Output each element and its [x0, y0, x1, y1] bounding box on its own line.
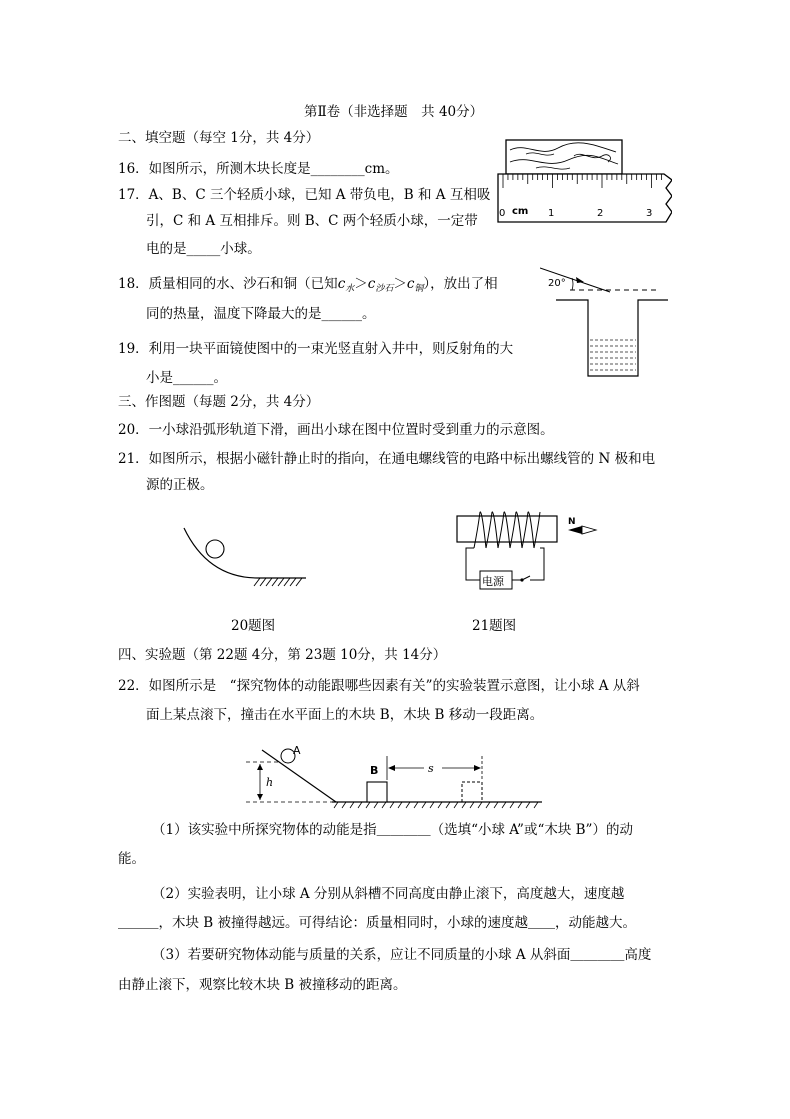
fig21-caption: 21题图 — [472, 618, 517, 634]
fig20-arc-track — [178, 522, 318, 592]
ruler — [498, 174, 672, 222]
question-18-line2: 同的热量，温度下降最大的是______。 — [146, 306, 376, 322]
part3-line2: 由静止滚下，观察比较木块 B 被撞移动的距离。 — [118, 977, 407, 993]
label-b: B — [370, 764, 379, 777]
well-water — [590, 340, 636, 370]
wire-right — [530, 548, 544, 580]
question-21-line2: 源的正极。 — [146, 477, 214, 493]
power-label: 电源 — [482, 575, 504, 588]
ray-arrowhead — [576, 277, 584, 283]
compass-needle — [568, 526, 596, 534]
angle-label: 20° — [548, 278, 566, 289]
fig22-ramp-experiment — [246, 744, 546, 810]
well — [556, 300, 668, 376]
part2-line1: （2）实验表明，让小球 A 分别从斜槽不同高度由静止滚下，高度越大，速度越 — [152, 886, 625, 902]
solenoid-core — [457, 516, 557, 542]
ground-hatch — [254, 578, 302, 586]
ruler-tick-3: 3 — [646, 208, 653, 219]
arc-track — [184, 528, 306, 578]
question-17-line2: 引，C 和 A 互相排斥。则 B、C 两个轻质小球，一定带 — [146, 213, 478, 229]
q18-gt-1: ＞ — [354, 276, 368, 292]
fig20-caption: 20题图 — [231, 618, 276, 634]
question-20: 20．一小球沿弧形轨道下滑，画出小球在图中位置时受到重力的示意图。 — [118, 422, 554, 438]
q18-c-water: c — [337, 276, 346, 292]
question-19-line1: 19．利用一块平面镜使图中的一束光竖直射入井中，则反射角的大 — [118, 341, 514, 357]
q18-text-b: ），放出了相 — [423, 276, 498, 292]
wire-left — [466, 548, 480, 580]
part1-line2: 能。 — [118, 851, 145, 867]
question-21-line1: 21．如图所示，根据小磁针静止时的指向，在通电螺线管的电路中标出螺线管的 N 极和电 — [118, 451, 656, 467]
draw-heading: 三、作图题（每题 2分，共 4分） — [118, 394, 320, 410]
fill-heading: 二、填空题（每空 1分，共 4分） — [118, 130, 320, 146]
q18-sub-water: 水 — [345, 284, 355, 294]
question-18-line1 — [118, 275, 498, 298]
section-title: 第Ⅱ卷（非选择题 共 40分） — [304, 104, 484, 120]
exp-heading: 四、实验题（第 22题 4分，第 23题 10分，共 14分） — [118, 647, 447, 663]
angle-arc — [572, 278, 573, 290]
wood-block — [506, 140, 622, 174]
label-a: A — [293, 744, 301, 757]
q18-gt-2: ＞ — [393, 276, 407, 292]
ground-hatch — [334, 802, 538, 808]
block-b-final — [462, 782, 482, 802]
part1-line1: （1）该实验中所探究物体的动能是指＿＿＿＿（选填“小球 A”或“木块 B”）的动 — [152, 822, 633, 838]
q18-sub-sand: 沙石 — [375, 284, 394, 294]
ruler-figure — [496, 136, 672, 228]
question-22-line1: 22．如图所示是 “探究物体的动能跟哪些因素有关”的实验装置示意图，让小球 A 从斜 — [118, 678, 640, 694]
q18-c-copper: c — [406, 276, 415, 292]
label-s: s — [428, 762, 434, 775]
well-figure — [540, 264, 670, 380]
fig21-solenoid-circuit — [452, 508, 602, 594]
label-h: h — [266, 776, 274, 789]
part2-line2: ＿＿＿，木块 B 被撞得越远。可得结论：质量相同时，小球的速度越＿＿，动能越大。 — [118, 915, 637, 931]
q18-text-a: 18．质量相同的水、沙石和铜（已知 — [118, 276, 338, 292]
block-b — [367, 782, 387, 802]
question-22-line2: 面上某点滚下，撞击在水平面上的木块 B，木块 B 移动一段距离。 — [146, 707, 544, 723]
ball — [206, 540, 224, 558]
part3-line1: （3）若要研究物体动能与质量的关系，应让不同质量的小球 A 从斜面＿＿＿＿高度 — [152, 947, 652, 963]
question-17-line1: 17．A、B、C 三个轻质小球，已知 A 带负电，B 和 A 互相吸 — [118, 187, 491, 203]
q18-sub-copper: 铜 — [414, 284, 424, 294]
question-17-line3: 电的是_____小球。 — [146, 241, 261, 257]
ruler-tick-2: 2 — [597, 208, 604, 219]
q18-c-sand: c — [367, 276, 376, 292]
question-16: 16．如图所示，所测木块长度是________cm。 — [118, 161, 399, 177]
question-19-line2: 小是______。 — [146, 370, 227, 386]
ramp — [262, 750, 336, 802]
ruler-unit: cm — [512, 206, 529, 217]
ruler-tick-1: 1 — [548, 208, 555, 219]
needle-n-label: N — [568, 517, 576, 527]
ruler-tick-0: 0 — [499, 208, 506, 219]
